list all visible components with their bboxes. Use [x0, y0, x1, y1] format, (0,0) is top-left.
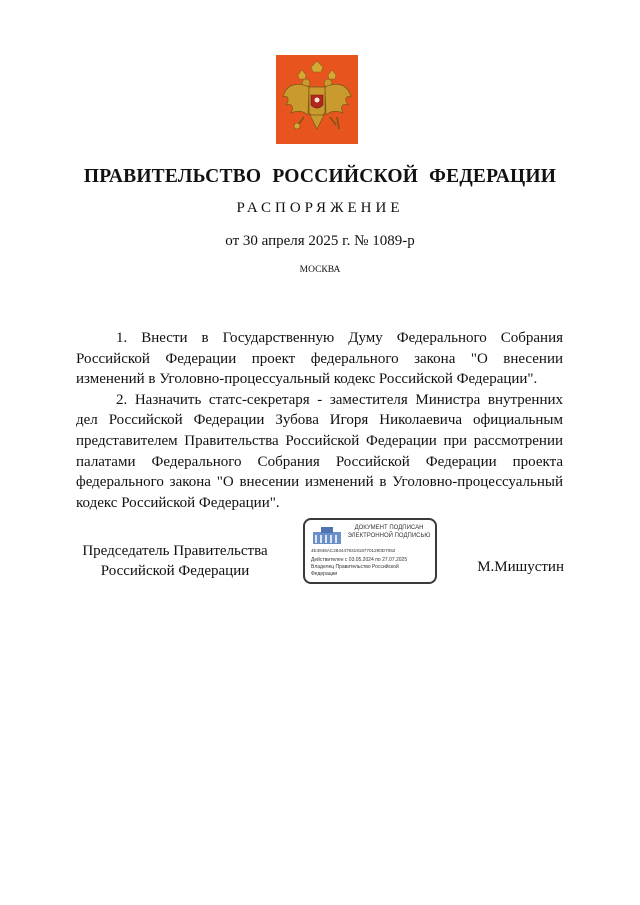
- paragraph-2: 2. Назначить статс-секретаря - заместителя Министра внутренних дел Российской Федерации Зубова Игоря Николаевича официальным представителем Правительства Российской Федерации при рассмотрении палатами Федерального Собрания Российской Федерации проекта федерального закона "О внесении изменений в Уголовно-процессуальный кодекс Российской Федерации".: [76, 391, 563, 511]
- signatory-position: [70, 541, 280, 581]
- double-headed-eagle-emblem-icon: [276, 55, 358, 144]
- stamp-title-line-2: ЭЛЕКТРОННОЙ ПОДПИСЬЮ: [347, 532, 431, 539]
- stamp-owner: Владелец Правительство Российской Федерации: [311, 564, 399, 577]
- signatory-position-line-2: Российской Федерации: [100, 563, 250, 579]
- signatory-name: М.Мишустин: [477, 559, 564, 575]
- government-building-icon: [311, 525, 343, 545]
- paragraph-1: 1. Внести в Государственную Думу Федерального Собрания Российской Федерации проект федерального закона "О внесении изменений в Уголовно-процессуальный кодекс Российской Федерации".: [76, 330, 563, 388]
- document-date-number: от 30 апреля 2025 г. № 1089-р: [225, 233, 415, 249]
- stamp-title-line-1: ДОКУМЕНТ ПОДПИСАН: [354, 525, 424, 531]
- signatory-position-line-1: Председатель Правительства: [82, 543, 268, 559]
- document-type: РАСПОРЯЖЕНИЕ: [236, 200, 404, 216]
- state-emblem: [276, 55, 358, 144]
- stamp-certificate: 4E4948AC2844479319187701290D7062: [311, 548, 396, 553]
- government-title: ПРАВИТЕЛЬСТВО РОССИЙСКОЙ ФЕДЕРАЦИИ: [83, 166, 557, 187]
- document-body: [76, 328, 563, 513]
- stamp-title: [345, 525, 433, 540]
- electronic-signature-stamp: [303, 518, 437, 584]
- document-city: МОСКВА: [299, 265, 341, 275]
- stamp-validity: Действителен с 03.05.2024 по 27.07.2025: [311, 557, 408, 563]
